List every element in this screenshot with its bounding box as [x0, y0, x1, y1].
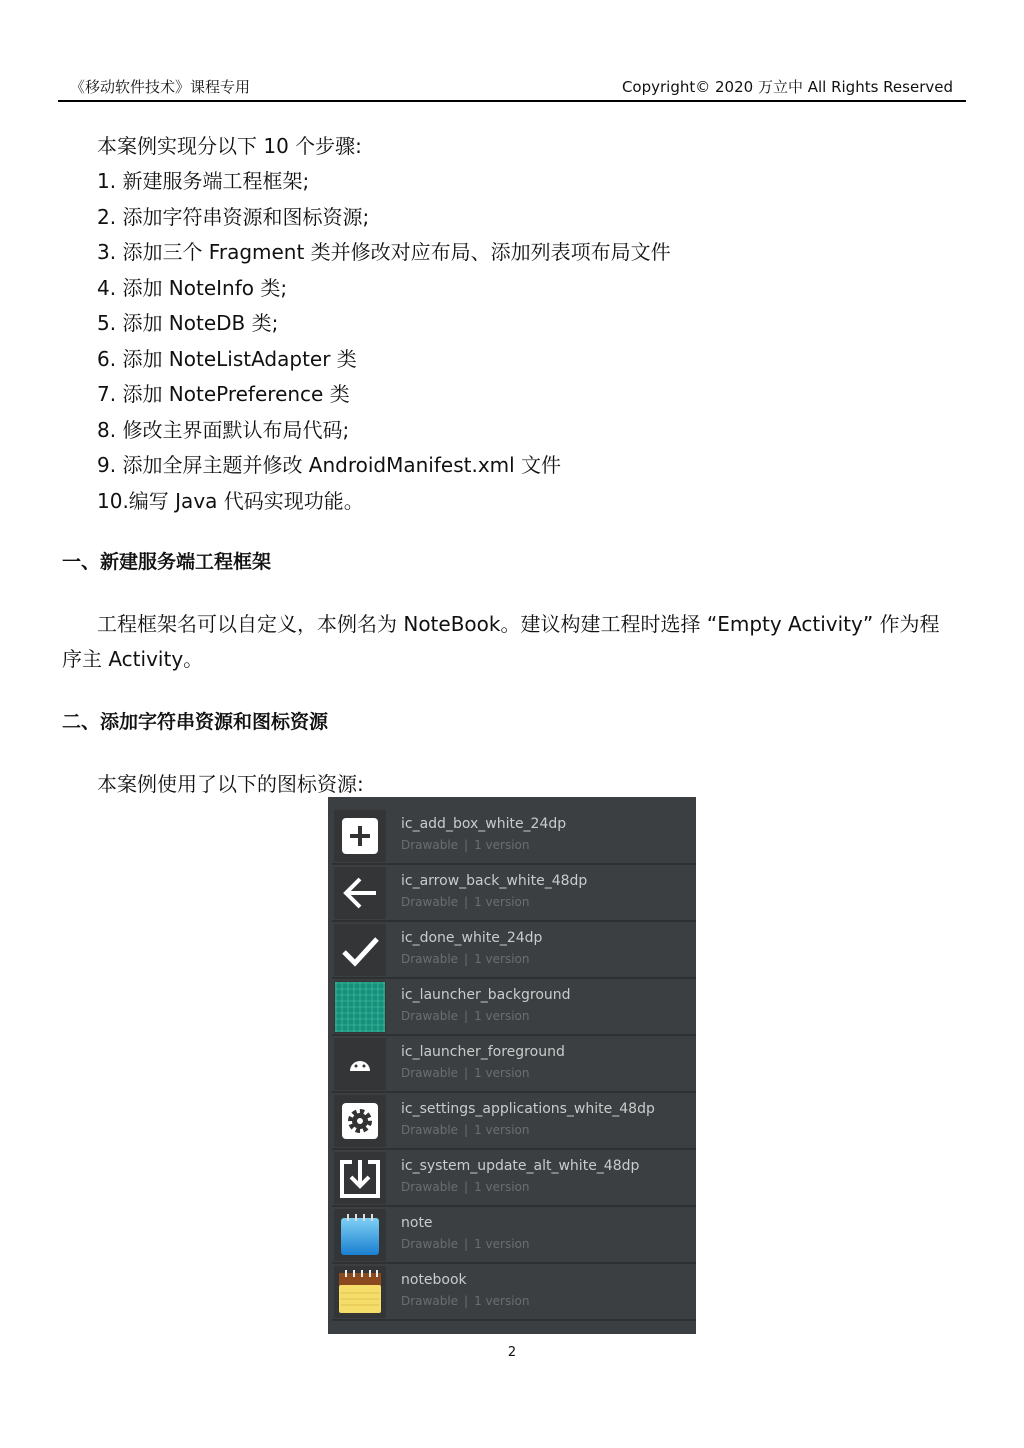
resource-versions: 1 version [474, 1180, 530, 1194]
resource-list [328, 797, 696, 1334]
resource-versions: 1 version [474, 952, 530, 966]
resource-meta: Drawable | 1 version [401, 1009, 530, 1023]
resource-name: notebook [401, 1272, 467, 1288]
resource-versions: 1 version [474, 1237, 530, 1251]
resource-row[interactable] [332, 1036, 696, 1093]
header-copyright: Copyright© 2020 万立中 All Rights Reserved [621, 78, 953, 96]
resource-name: ic_settings_applications_white_48dp [401, 1101, 655, 1117]
section1-para-1: 工程框架名可以自定义，本例名为 NoteBook。建议构建工程时选择 “Empty Activity” 作为程 [97, 612, 940, 636]
note-icon [334, 1209, 386, 1261]
intro-text: 本案例实现分以下 10 个步骤: [97, 134, 362, 158]
resource-type: Drawable [401, 1237, 459, 1251]
section1-para-2: 序主 Activity。 [62, 647, 204, 671]
step-item: 1. 新建服务端工程框架; [97, 169, 310, 193]
resource-versions: 1 version [474, 1294, 530, 1308]
resource-type: Drawable [401, 838, 459, 852]
arrow-back-icon [334, 867, 386, 919]
resource-versions: 1 version [474, 838, 530, 852]
resource-name: ic_add_box_white_24dp [401, 816, 567, 832]
resource-name: ic_launcher_background [401, 987, 571, 1003]
resource-versions: 1 version [474, 1009, 530, 1023]
section2-para: 本案例使用了以下的图标资源: [97, 772, 364, 796]
settings-icon [334, 1095, 386, 1147]
resource-name: note [401, 1215, 433, 1231]
notebook-icon [334, 1266, 386, 1318]
resource-row[interactable] [332, 979, 696, 1036]
step-item: 4. 添加 NoteInfo 类; [97, 275, 288, 300]
step-item: 9. 添加全屏主题并修改 AndroidManifest.xml 文件 [97, 453, 562, 477]
resource-row[interactable] [332, 1207, 696, 1264]
resource-row[interactable] [332, 1150, 696, 1207]
resource-versions: 1 version [474, 1123, 530, 1137]
check-icon [334, 924, 386, 976]
resource-type: Drawable [401, 1009, 459, 1023]
add-box-icon [334, 810, 386, 862]
resource-name: ic_arrow_back_white_48dp [401, 873, 588, 889]
resource-meta: Drawable | 1 version [401, 1066, 530, 1080]
resource-meta: Drawable | 1 version [401, 952, 530, 966]
resource-meta: Drawable | 1 version [401, 1180, 530, 1194]
resource-row[interactable] [332, 865, 696, 922]
step-item: 2. 添加字符串资源和图标资源; [97, 204, 370, 229]
resource-name: ic_done_white_24dp [401, 930, 543, 946]
resource-name: ic_system_update_alt_white_48dp [401, 1158, 640, 1174]
step-item: 8. 修改主界面默认布局代码; [97, 417, 350, 442]
page-number: 2 [507, 1345, 517, 1360]
resource-meta: Drawable | 1 version [401, 1123, 530, 1137]
resource-type: Drawable [401, 1123, 459, 1137]
resource-row[interactable] [332, 922, 696, 979]
step-item: 10.编写 Java 代码实现功能。 [97, 488, 364, 513]
resource-type: Drawable [401, 952, 459, 966]
resource-versions: 1 version [474, 895, 530, 909]
download-icon [334, 1152, 386, 1204]
resource-type: Drawable [401, 895, 459, 909]
resource-meta: Drawable | 1 version [401, 838, 530, 852]
android-icon [334, 1038, 386, 1090]
resource-versions: 1 version [474, 1066, 530, 1080]
step-item: 6. 添加 NoteListAdapter 类 [97, 346, 357, 371]
resource-meta: Drawable | 1 version [401, 895, 530, 909]
section1-title: 一、新建服务端工程框架 [62, 551, 272, 573]
resource-meta: Drawable | 1 version [401, 1237, 530, 1251]
step-item: 3. 添加三个 Fragment 类并修改对应布局、添加列表项布局文件 [97, 240, 671, 264]
header-course: 《移动软件技术》课程专用 [70, 78, 251, 96]
header-rule [58, 100, 966, 102]
step-item: 7. 添加 NotePreference 类 [97, 382, 350, 406]
resource-row[interactable] [332, 1093, 696, 1150]
resource-row[interactable] [332, 808, 696, 865]
step-item: 5. 添加 NoteDB 类; [97, 311, 279, 335]
resource-type: Drawable [401, 1294, 459, 1308]
resource-type: Drawable [401, 1180, 459, 1194]
resource-meta: Drawable | 1 version [401, 1294, 530, 1308]
launcher-background-icon [334, 981, 386, 1033]
resource-name: ic_launcher_foreground [401, 1044, 565, 1060]
resource-type: Drawable [401, 1066, 459, 1080]
resource-row[interactable] [332, 1264, 696, 1321]
section2-title: 二、添加字符串资源和图标资源 [62, 711, 329, 733]
